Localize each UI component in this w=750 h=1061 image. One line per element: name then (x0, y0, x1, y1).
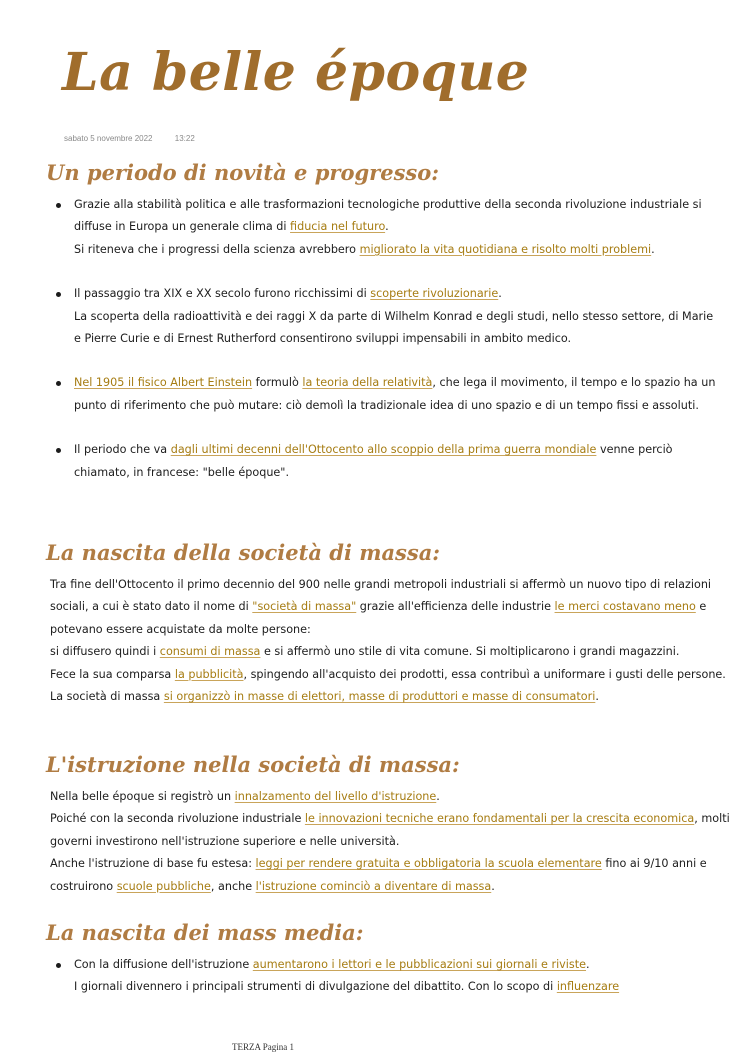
text-run: . (436, 790, 440, 803)
highlighted-text: scoperte rivoluzionarie (370, 287, 499, 301)
text-run: . (491, 879, 495, 893)
text-run: e si affermò uno stile di vita comune. Si moltiplicarono i grandi magazzini. (260, 645, 680, 659)
highlighted-text: dagli ultimi decenni dell'Ottocento allo scoppio della prima guerra mondiale (170, 443, 597, 457)
highlighted-text: "società di massa" (252, 600, 357, 614)
text-run: I giornali divennero i principali strumenti di divulgazione del dibattito. Con lo scopo di (74, 980, 557, 994)
section-heading-mass-society: La nascita della società di massa: (46, 540, 441, 565)
text-run: . (586, 958, 590, 971)
text-run: Fece la sua comparsa (50, 667, 175, 681)
text-run: Il passaggio tra XIX e XX secolo furono ricchissimi di (74, 287, 371, 301)
section-body-education (50, 786, 740, 898)
text-run: , che lega il movimento, il tempo e lo spazio ha un punto di riferimento che può mutare: ciò demolì la tradizionale idea di uno spazio e di un tempo fissi e assoluti. (74, 376, 716, 412)
text-run: Il periodo che va (74, 443, 171, 457)
page-date: sabato 5 novembre 2022 (64, 134, 153, 143)
text-run: Nella belle époque si registrò un (50, 790, 235, 803)
section-body-mass-society (50, 574, 740, 708)
section-heading-mass-media: La nascita dei mass media: (46, 920, 364, 945)
text-run: Tra fine dell'Ottocento il primo decennio del 900 nelle grandi metropoli industriali si affermò un nuovo tipo di relazioni sociali, a cui è stato dato il nome di (50, 578, 712, 614)
section-heading-progress: Un periodo di novità e progresso: (46, 160, 439, 185)
section-body-progress (50, 194, 720, 506)
text-run: . (651, 242, 655, 256)
section-body-mass-media (50, 954, 720, 1021)
bullet-item (50, 954, 720, 999)
page-metadata (64, 134, 215, 143)
text-run: Si riteneva che i progressi della scienza avrebbero (74, 242, 360, 256)
text-run: , anche (210, 879, 256, 893)
section-heading-education: L'istruzione nella società di massa: (46, 752, 460, 777)
text-run: Poiché con la seconda rivoluzione industriale (50, 812, 305, 826)
text-run: venne perciò chiamato, in francese: "belle époque". (74, 443, 673, 479)
highlighted-text: la teoria della relatività (302, 376, 433, 390)
page-footer: TERZA Pagina 1 (232, 1042, 294, 1052)
text-run: fino ai 9/10 anni e costruirono (50, 857, 707, 893)
highlighted-text: fiducia nel futuro (290, 220, 386, 234)
page-title: La belle époque (62, 42, 530, 103)
highlighted-text: consumi di massa (159, 645, 261, 659)
highlighted-text: le innovazioni tecniche erano fondamentali per la crescita economica (304, 812, 695, 826)
text-run: . (385, 220, 389, 234)
bullet-list (50, 954, 720, 999)
text-run: e potevano essere acquistate da molte persone: (50, 600, 707, 636)
highlighted-text: scuole pubbliche (116, 879, 211, 893)
highlighted-text: influenzare (556, 980, 620, 994)
highlighted-text: leggi per rendere gratuita e obbligatoria la scuola elementare (255, 857, 602, 871)
text-run: . (498, 287, 502, 301)
highlighted-text: l'istruzione cominciò a diventare di massa (255, 879, 492, 893)
highlighted-text: si organizzò in masse di elettori, masse di produttori e masse di consumatori (163, 690, 596, 704)
bullet-item (50, 283, 720, 350)
highlighted-text: migliorato la vita quotidiana e risolto molti problemi (359, 242, 652, 256)
text-run: La scoperta della radioattività e dei raggi X da parte di Wilhelm Konrad e degli studi, nello stesso settore, di Marie e Pierre Curie e di Ernest Rutherford consentirono sviluppi impensabili in ambito medico. (74, 309, 714, 346)
highlighted-text: innalzamento del livello d'istruzione (234, 790, 437, 803)
text-run: , spingendo all'acquisto dei prodotti, essa contribuì a uniformare i gusti delle persone. La società di massa (50, 667, 726, 704)
page-time: 13:22 (174, 134, 195, 143)
text-run: formulò (252, 376, 303, 390)
text-run: si diffusero quindi i (50, 645, 160, 659)
text-run: Grazie alla stabilità politica e alle trasformazioni tecnologiche produttive della seconda rivoluzione industriale si diffuse in Europa un generale clima di (74, 198, 702, 234)
bullet-item (50, 439, 720, 484)
bullet-item (50, 194, 720, 261)
bullet-list (50, 194, 720, 484)
highlighted-text: la pubblicità (174, 667, 244, 681)
highlighted-text: Nel 1905 il fisico Albert Einstein (74, 376, 253, 390)
bullet-item (50, 372, 720, 417)
text-run: grazie all'efficienza delle industrie (356, 600, 555, 614)
highlighted-text: aumentarono i lettori e le pubblicazioni sui giornali e riviste (252, 958, 587, 971)
text-run: Anche l'istruzione di base fu estesa: (50, 857, 256, 871)
text-run: Con la diffusione dell'istruzione (74, 958, 253, 971)
highlighted-text: le merci costavano meno (554, 600, 696, 614)
text-run: , molti governi investirono nell'istruzione superiore e nelle università. (50, 812, 730, 848)
text-run: . (595, 690, 599, 704)
